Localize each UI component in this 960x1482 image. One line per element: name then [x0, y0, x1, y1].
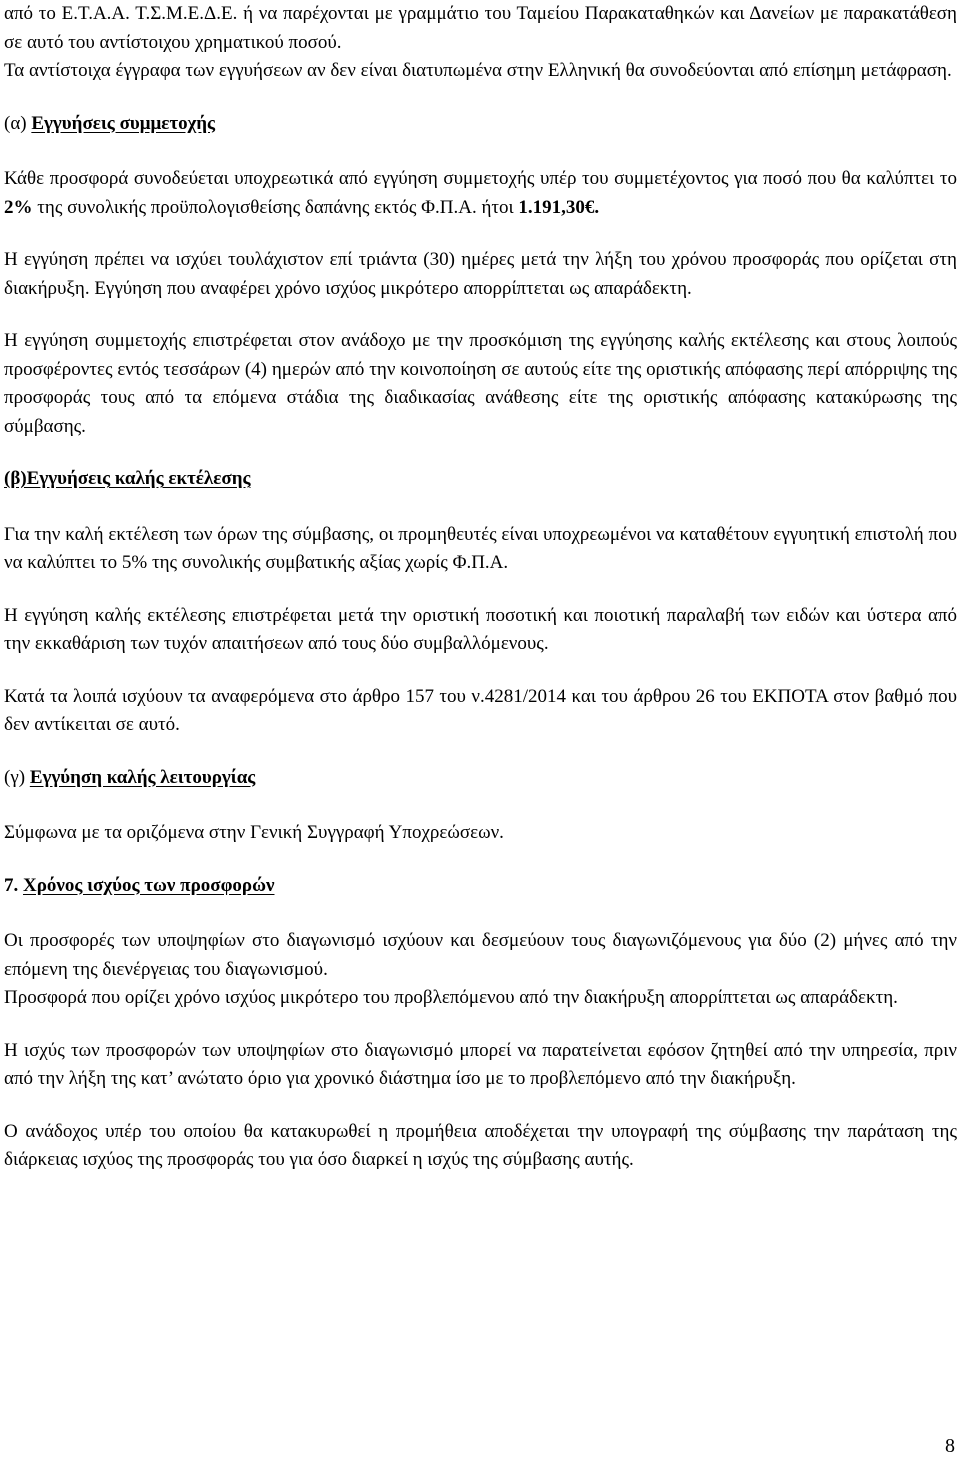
heading-title: Εγγυήσεις συμμετοχής	[31, 112, 216, 134]
paragraph-legal-reference: Κατά τα λοιπά ισχύουν τα αναφερόμενα στο άρθρο 157 του ν.4281/2014 και του άρθρου 26 του ΕΚΠΟΤΑ στον βαθμό που δεν αντίκειται σε αυτό.	[4, 685, 957, 735]
paragraph-participation-amount	[4, 165, 957, 222]
paragraph-general-obligations: Σύμφωνα με τα οριζόμενα στην Γενική Συγγραφή Υποχρεώσεων.	[4, 822, 504, 843]
heading-title: Χρόνος ισχύος των προσφορών	[23, 874, 275, 896]
amount-value: 1.191,30€.	[518, 196, 600, 218]
paragraph-guarantee-issuers: από το Ε.Τ.Α.Α. Τ.Σ.Μ.Ε.Δ.Ε. ή να παρέχονται με γραμμάτιο του Ταμείου Παρακαταθηκών και Δανείων με παρακατάθεση σε αυτό του αντίστοιχου χρηματικού ποσού.	[4, 3, 957, 53]
paragraph-offer-rejection: Προσφορά που ορίζει χρόνο ισχύος μικρότερο του προβλεπόμενου από την διακήρυξη απορρίπτεται ως απαράδεκτη.	[4, 987, 898, 1008]
heading-offer-validity	[4, 872, 957, 901]
paragraph-translation: Τα αντίστοιχα έγγραφα των εγγυήσεων αν δεν είναι διατυπωμένα στην Ελληνική θα συνοδεύονται από επίσημη μετάφραση.	[4, 60, 952, 81]
paragraph-offer-duration: Οι προσφορές των υποψηφίων στο διαγωνισμό ισχύουν και δεσμεύουν τους διαγωνιζόμενους για δύο (2) μήνες από την επόμενη της διενέργειας του διαγωνισμού.	[4, 930, 957, 980]
paragraph-contractor-acceptance: Ο ανάδοχος υπέρ του οποίου θα κατακυρωθεί η προμήθεια αποδέχεται την υπογραφή της σύμβασης την παράταση της διάρκειας ισχύος της προσφοράς του για όσο διαρκεί η ισχύς της σύμβασης αυτής.	[4, 1120, 957, 1170]
paragraph-performance-return: Η εγγύηση καλής εκτέλεσης επιστρέφεται μετά την οριστική ποσοτική και ποιοτική παραλαβή των ειδών και ύστερα από την εκκαθάριση των τυχόν απαιτήσεων από τους δύο συμβαλλόμενους.	[4, 604, 957, 654]
paragraph-performance-letter: Για την καλή εκτέλεση των όρων της σύμβασης, οι προμηθευτές είναι υποχρεωμένοι να καταθέτουν εγγυητική επιστολή που να καλύπτει το 5% της συνολικής συμβατικής αξίας χωρίς Φ.Π.Α.	[4, 523, 957, 573]
heading-participation-guarantees	[4, 110, 957, 139]
page-number: 8	[945, 1435, 955, 1457]
heading-label: (α)	[4, 112, 27, 134]
text-segment: Κάθε προσφορά συνοδεύεται υποχρεωτικά από εγγύηση συμμετοχής υπέρ του συμμετέχοντος για ποσό που θα καλύπτει το	[4, 168, 957, 189]
section-number: 7.	[4, 874, 19, 896]
heading-label: (γ)	[4, 766, 26, 788]
paragraph-validity: Η εγγύηση πρέπει να ισχύει τουλάχιστον επί τριάντα (30) ημέρες μετά την λήξη του χρόνου προσφοράς που ορίζεται στη διακήρυξη. Εγγύηση που αναφέρει χρόνο ισχύος μικρότερο απορρίπτεται ως απαράδεκτη.	[4, 249, 957, 299]
heading-operation-guarantee	[4, 764, 957, 793]
heading-title: Εγγύηση καλής λειτουργίας	[29, 766, 256, 788]
paragraph-offer-extension: Η ισχύς των προσφορών των υποψηφίων στο διαγωνισμό μπορεί να παρατείνεται εφόσον ζητηθεί από την υπηρεσία, πριν από την λήξη της κατ’ ανώτατο όριο για χρονικό διάστημα ίσο με το προβλεπόμενο από την διακήρυξη.	[4, 1039, 957, 1089]
percent-value: 2%	[4, 196, 33, 218]
document-page	[4, 0, 957, 1175]
heading-performance-guarantees	[4, 465, 957, 494]
heading-title: (β)Εγγυήσεις καλής εκτέλεσης	[4, 468, 251, 489]
paragraph-return: Η εγγύηση συμμετοχής επιστρέφεται στον ανάδοχο με την προσκόμιση της εγγύησης καλής εκτέλεσης και στους λοιπούς προσφέροντες εντός τεσσάρων (4) ημερών από την κοινοποίηση σε αυτούς είτε της οριστικής απόφασης περί απόρριψης της προσφοράς τους από τα επόμενα στάδια της διαδικασίας ανάθεσης είτε της οριστικής απόφασης κατακύρωσης της σύμβασης.	[4, 330, 957, 437]
text-segment: της συνολικής προϋπολογισθείσης δαπάνης εκτός Φ.Π.Α. ήτοι	[32, 196, 519, 218]
